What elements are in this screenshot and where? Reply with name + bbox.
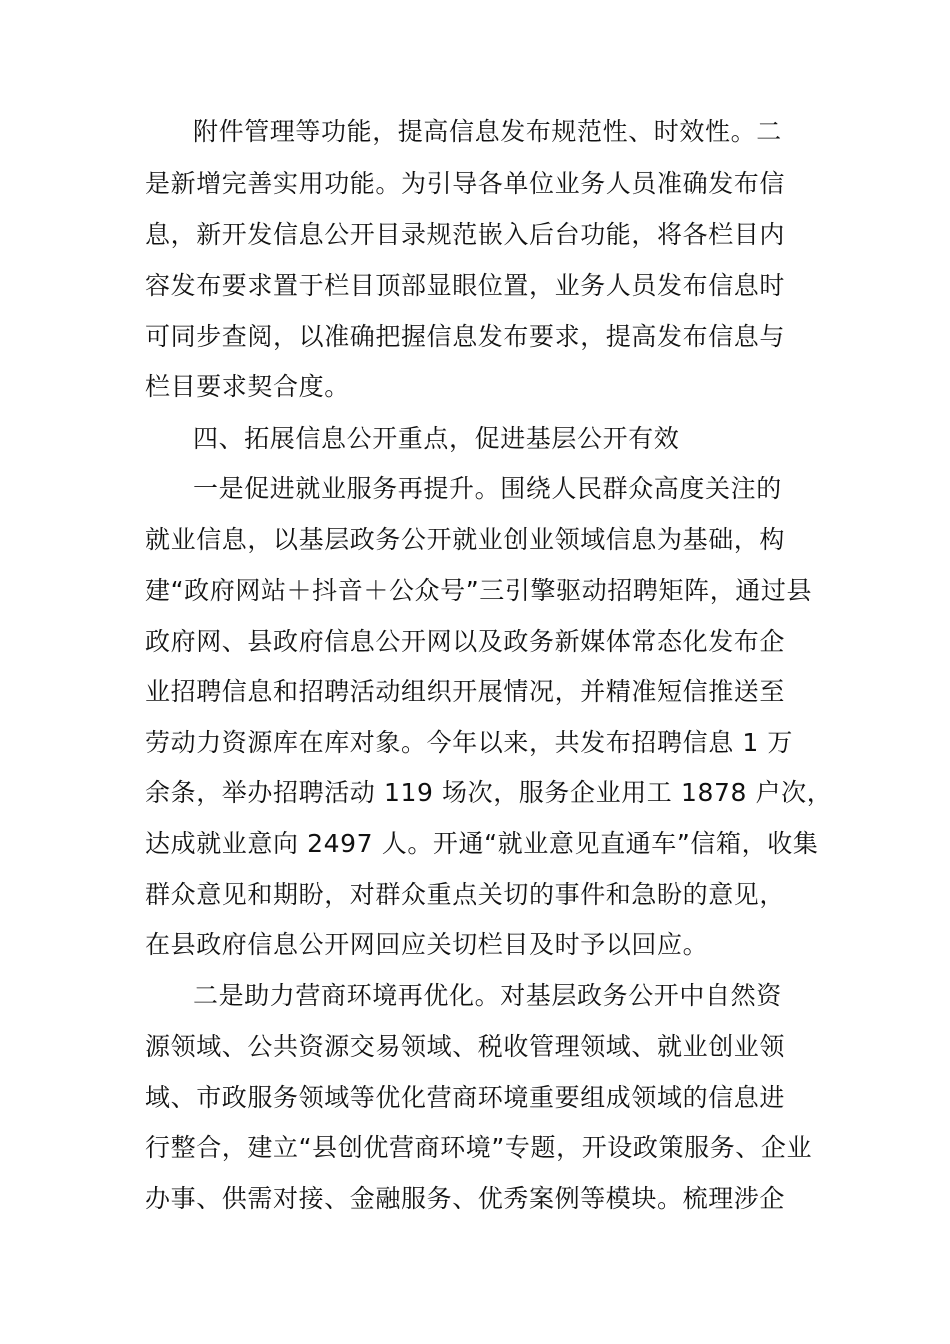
paragraph-line: 附件管理等功能，提高信息发布规范性、时效性。二 [193,117,782,146]
section-heading: 四、拓展信息公开重点，促进基层公开有效 [193,424,680,453]
paragraph-line: 建“政府网站＋抖音＋公众号”三引擎驱动招聘矩阵，通过县 [145,576,813,605]
paragraph-line: 群众意见和期盼，对群众重点关切的事件和急盼的意见， [145,880,786,909]
paragraph-line: 息，新开发信息公开目录规范嵌入后台功能，将各栏目内 [145,220,786,249]
paragraph-line: 栏目要求契合度。 [145,372,350,401]
paragraph-line: 在县政府信息公开网回应关切栏目及时予以回应。 [145,930,709,959]
paragraph-line: 业招聘信息和招聘活动组织开展情况，并精准短信推送至 [145,677,786,706]
paragraph-line: 二是助力营商环境再优化。对基层政务公开中自然资 [193,981,782,1010]
paragraph-line: 域、市政服务领域等优化营商环境重要组成领域的信息进 [145,1083,786,1112]
paragraph-line: 就业信息，以基层政务公开就业创业领域信息为基础，构 [145,525,786,554]
paragraph-line: 达成就业意向 2497 人。开通“就业意见直通车”信箱，收集 [145,829,819,858]
paragraph-line: 容发布要求置于栏目顶部显眼位置，业务人员发布信息时 [145,271,786,300]
paragraph-line: 一是促进就业服务再提升。围绕人民群众高度关注的 [193,474,782,503]
paragraph-line: 劳动力资源库在库对象。今年以来，共发布招聘信息 1 万 [145,728,794,757]
paragraph-line: 行整合，建立“县创优营商环境”专题，开设政策服务、企业 [145,1133,813,1162]
paragraph-line: 源领域、公共资源交易领域、税收管理领域、就业创业领 [145,1032,786,1061]
paragraph-line: 政府网、县政府信息公开网以及政务新媒体常态化发布企 [145,627,786,656]
paragraph-line: 可同步查阅，以准确把握信息发布要求，提高发布信息与 [145,322,786,351]
paragraph-line: 余条，举办招聘活动 119 场次，服务企业用工 1878 户次， [145,778,833,807]
paragraph-line: 办事、供需对接、金融服务、优秀案例等模块。梳理涉企 [145,1184,786,1213]
paragraph-line: 是新增完善实用功能。为引导各单位业务人员准确发布信 [145,169,786,198]
